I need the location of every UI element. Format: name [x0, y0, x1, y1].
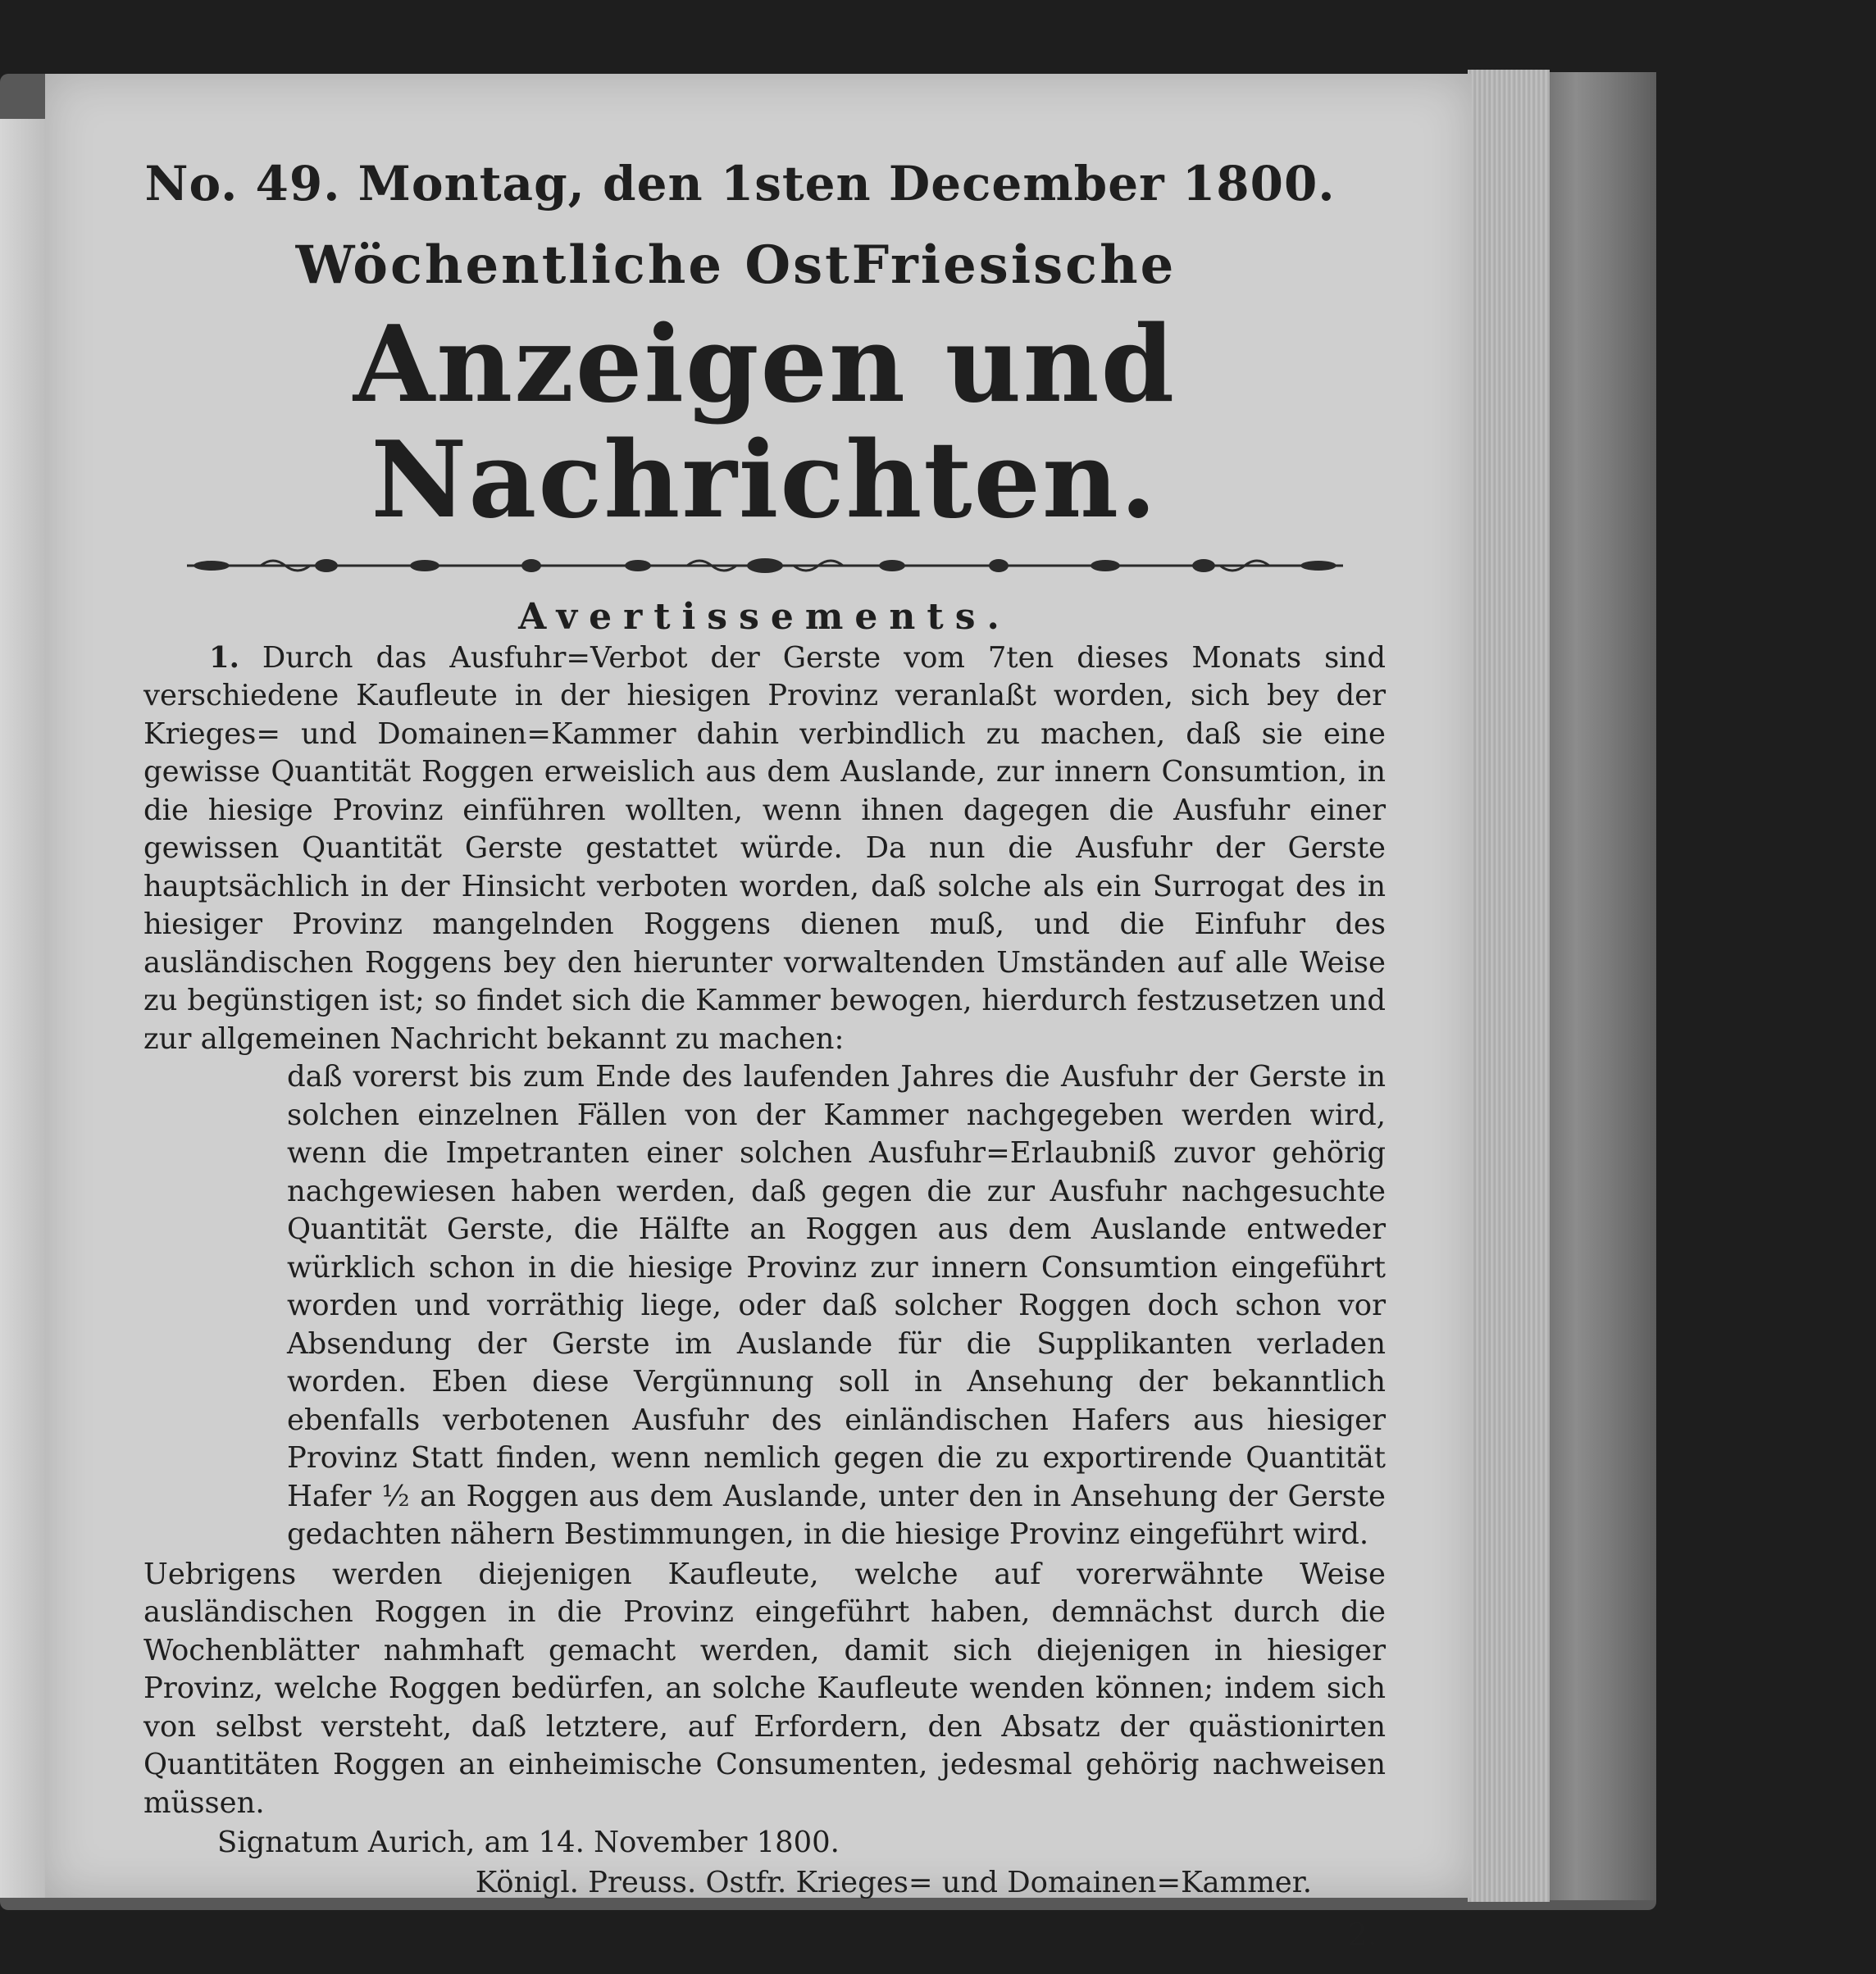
item-number: 1. [209, 640, 239, 675]
intro-paragraph [143, 639, 1386, 1059]
closing-paragraph: Uebrigens werden diejenigen Kaufleute, welche auf vorerwähnte Weise ausländischen Roggen in die Provinz eingeführt haben, demnächst durch die Wochenblätter nahmhaft gemacht werden, damit sich diejenigen in hiesiger Provinz, welche Roggen bedürfen, an solche Kaufleute wenden können; indem sich von selbst versteht, daß letztere, auf Erfordern, den Absatz der quästionirten Quantitäten Roggen an einheimische Consumenten, jedesmal gehörig nachweisen müssen. [143, 1557, 1386, 1820]
ornamental-rule [179, 553, 1351, 578]
masthead-subtitle: Wöchentliche OstFriesische [295, 234, 1177, 296]
page-stack-edge [1468, 70, 1550, 1902]
newspaper-page [45, 74, 1472, 1954]
decree-paragraph: daß vorerst bis zum Ende des laufenden Jahres die Ausfuhr der Gerste in solchen einzelnen Fällen von der Kammer nachgegeben werden wird, wenn die Impetranten einer solchen Ausfuhr=Erlaubniß zuvor gehörig nachgewiesen haben werden, daß gegen die zur Ausfuhr nachgesuchte Quantität Gerste, die Hälfte an Roggen aus dem Auslande entweder würklich schon in die hiesige Provinz zur innern Consumtion eingeführt worden und vorräthig liege, oder daß solcher Roggen doch schon vor Absendung der Gerste im Auslande für die Supplikanten verladen worden. Eben diese Vergünnung soll in Ansehung der bekanntlich ebenfalls verbotenen Ausfuhr des einländischen Hafers aus hiesiger Provinz Statt finden, wenn nemlich gegen die zu exportirende Quantität Hafer ½ an Roggen aus dem Auslande, unter den in Ansehung der Gerste gedachten nähern Bestimmungen, in die hiesige Provinz eingeführt wird. [287, 1060, 1386, 1552]
book-cover-edge [1541, 72, 1656, 1900]
signature-line: Signatum Aurich, am 14. November 1800. [217, 1826, 840, 1860]
page-content [143, 156, 1386, 1953]
masthead-title: Anzeigen und Nachrichten. [353, 303, 1177, 542]
catchword: 2. [1347, 1917, 1377, 1954]
section-heading: Avertissements. [518, 595, 1011, 638]
issue-line: No. 49. Montag, den 1sten December 1800. [144, 156, 1336, 212]
left-page-sliver [0, 119, 49, 1898]
issuing-authority: Königl. Preuss. Ostfr. Krieges= und Domainen=Kammer. [475, 1865, 1312, 1899]
intro-text: Durch das Ausfuhr=Verbot der Gerste vom 7ten dieses Monats sind verschiedene Kaufleute in der hiesigen Provinz veranlaßt worden, sich bey der Krieges= und Domainen=Kammer dahin verbindlich zu machen, daß sie eine gewisse Quantität Roggen erweislich aus dem Auslande, zur innern Consumtion, in die hiesige Provinz einführen wollten, wenn ihnen dagegen die Ausfuhr einer gewissen Quantität Gerste gestattet würde. Da nun die Ausfuhr der Gerste hauptsächlich in der Hinsicht verboten worden, daß solche als ein Surrogat des in hiesiger Provinz mangelnden Roggens dienen muß, und die Einfuhr des ausländischen Roggens bey den hierunter vorwaltenden Umständen auf alle Weise zu begünstigen ist; so findet sich die Kammer bewogen, hierdurch festzusetzen und zur allgemeinen Nachricht bekannt zu machen: [143, 640, 1386, 1056]
